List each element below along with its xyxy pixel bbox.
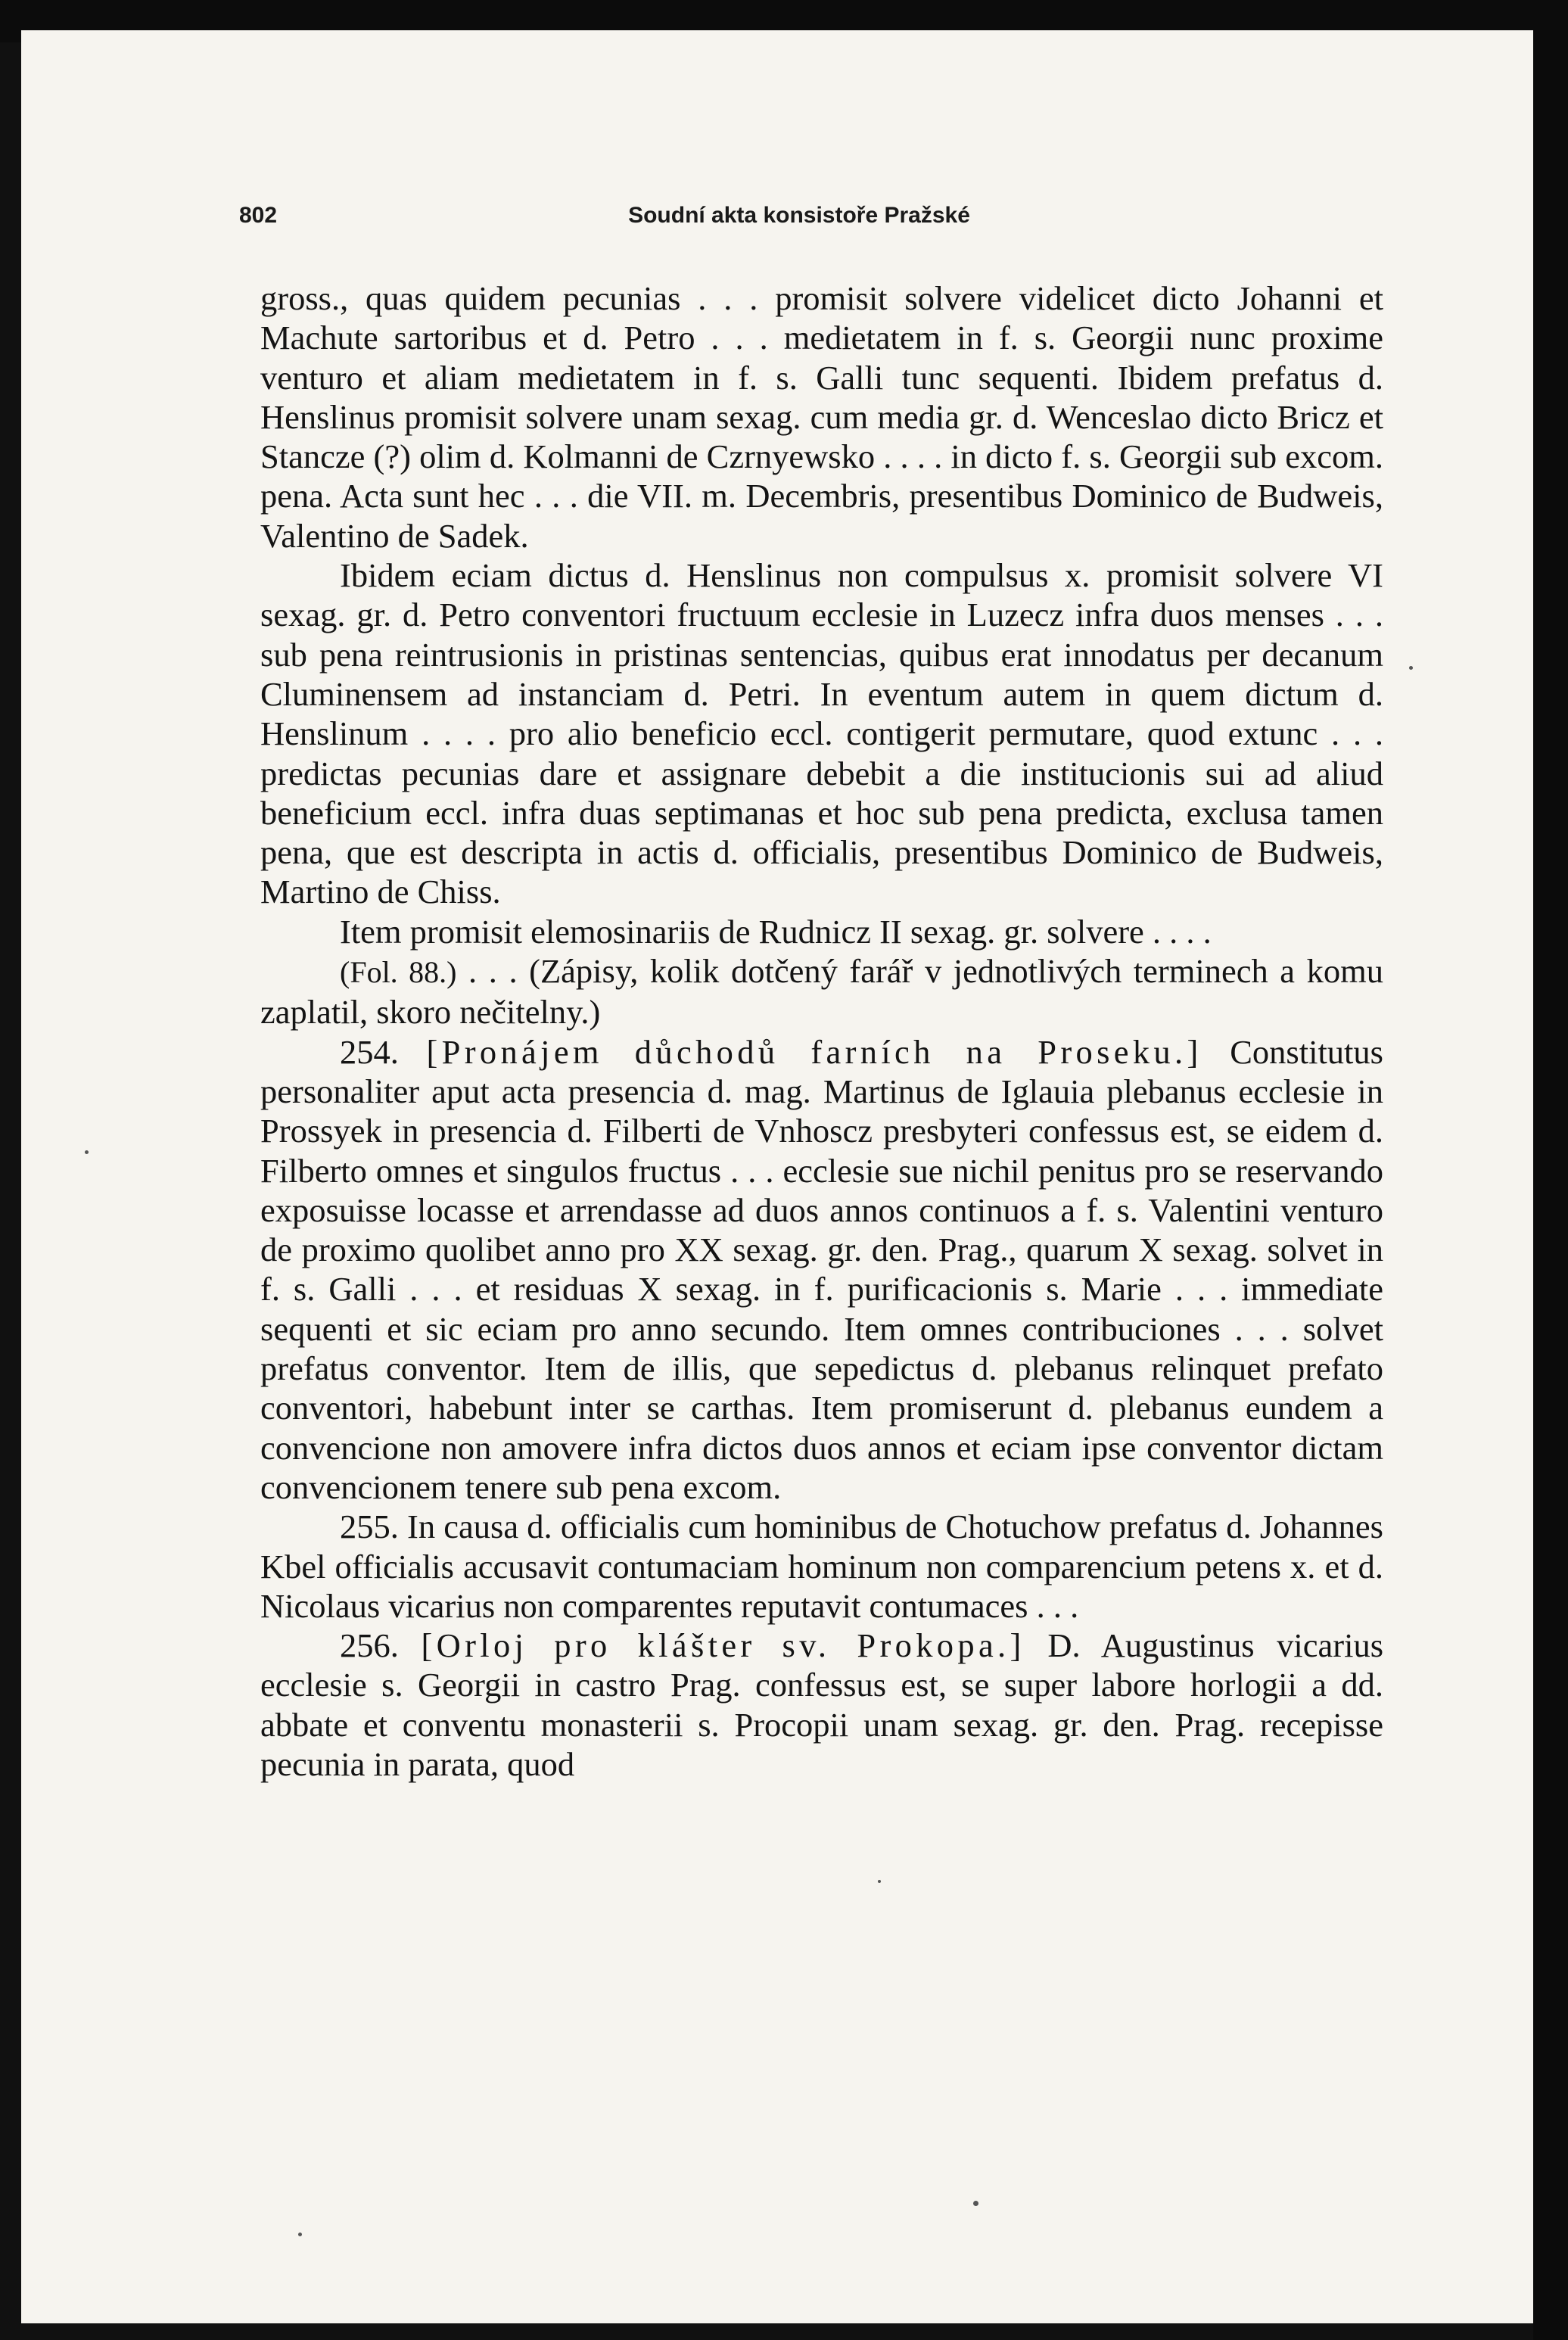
paragraph-text: D. Augustinus vicarius ecclesie s. Georgii in castro Prag. confessus est, se super labore horlogii a dd. abbate et conventu monasterii s. Procopii unam sexag. gr. den. Prag. recepisse pecunia in parata, quod bbox=[260, 1626, 1384, 1783]
scan-right-border bbox=[1533, 30, 1568, 2340]
paragraph-text: . . . (Zápisy, kolik dotčený farář v jednotlivých terminech a komu zaplatil, skoro nečitelny.) bbox=[260, 952, 1384, 1032]
scan-speck bbox=[878, 1880, 881, 1883]
paragraph-continuation bbox=[260, 278, 1383, 555]
paragraph-text: Ibidem eciam dictus d. Henslinus non compulsus x. promisit solvere VI sexag. gr. d. Petro conventori fructuum ecclesie in Luzecz infra duos menses . . . sub pena reintrusionis in pristinas sentencias, quibus erat innodatus per decanum Cluminensem ad instanciam d. Petri. In eventum autem in quem dictum d. Henslinum . . . . pro alio beneficio eccl. contigerit permutare, quod extunc . . . predictas pecunias dare et assignare debebit a die institucionis sui ad aliud beneficium eccl. infra duas septimanas et hoc sub pena predicta, exclusa tamen pena, que est descripta in actis d. officialis, presentibus Dominico de Budweis, Martino de Chiss. bbox=[260, 556, 1383, 911]
page-body bbox=[260, 278, 1383, 1784]
scan-speck bbox=[1409, 666, 1413, 670]
entry-254 bbox=[260, 1032, 1383, 1508]
entry-number: 255. bbox=[340, 1508, 399, 1546]
entry-title: [Pronájem důchodů farních na Proseku.] bbox=[426, 1032, 1202, 1071]
scan-speck bbox=[85, 1150, 89, 1154]
page-header bbox=[239, 203, 1359, 233]
scan-speck bbox=[298, 2233, 302, 2236]
entry-title: [Orloj pro klášter sv. Prokopa.] bbox=[421, 1626, 1025, 1665]
paragraph-text: Item promisit elemosinariis de Rudnicz II sexag. gr. solvere . . . . bbox=[340, 912, 1212, 951]
paragraph-folio-note bbox=[260, 951, 1383, 1032]
page-number: 802 bbox=[239, 203, 278, 228]
entry-number: 256. bbox=[340, 1626, 422, 1665]
entry-256 bbox=[260, 1626, 1383, 1784]
entry-number: 254. bbox=[340, 1032, 427, 1071]
folio-reference: (Fol. 88.) bbox=[340, 955, 457, 990]
running-title: Soudní akta konsistoře Pražské bbox=[628, 203, 970, 228]
scan-speck bbox=[973, 2201, 978, 2206]
paragraph-text: In causa d. officialis cum hominibus de Chotuchow prefatus d. Johannes Kbel officialis accusavit contumaciam hominum non comparencium petens x. et d. Nicolaus vicarius non comparentes reputavit contumaces . . . bbox=[260, 1508, 1383, 1625]
paragraph-elemosinariis bbox=[260, 912, 1383, 951]
paragraph-text: Constitutus personaliter aput acta presencia d. mag. Martinus de Iglauia plebanus ecclesie in Prossyek in presencia d. Filberti de Vnhoscz presbyteri confessus est, se eidem d. Filberto omnes et singulos fructus . . . ecclesie sue nichil penitus pro se reservando exposuisse locasse et arrendasse ad duos annos continuos a f. s. Valentini venturo de proximo quolibet anno pro XX sexag. gr. den. Prag., quarum X sexag. solvet in f. s. Galli . . . et residuas X sexag. in f. purificacionis s. Marie . . . immediate sequenti et sic eciam pro anno secundo. Item omnes contribuciones . . . solvet prefatus conventor. Item de illis, que sepedictus d. plebanus relinquet prefato conventori, habebunt inter se carthas. Item promiserunt d. plebanus eundem a convencione non amovere infra dictos duos annos et eciam ipse conventor dictam convencionem tenere sub pena excom. bbox=[260, 1032, 1383, 1506]
entry-255 bbox=[260, 1507, 1383, 1626]
paragraph-henslinus bbox=[260, 555, 1383, 912]
paragraph-text: gross., quas quidem pecunias . . . promisit solvere videlicet dicto Johanni et Machute sartoribus et d. Petro . . . medietatem in f. s. Georgii nunc proxime venturo et aliam medietatem in f. s. Galli tunc sequenti. Ibidem prefatus d. Henslinus promisit solvere unam sexag. cum media gr. d. Wenceslao dicto Bricz et Stancze (?) olim d. Kolmanni de Czrnyewsko . . . . in dicto f. s. Georgii sub excom. pena. Acta sunt hec . . . die VII. m. Decembris, presentibus Dominico de Budweis, Valentino de Sadek. bbox=[260, 279, 1383, 555]
